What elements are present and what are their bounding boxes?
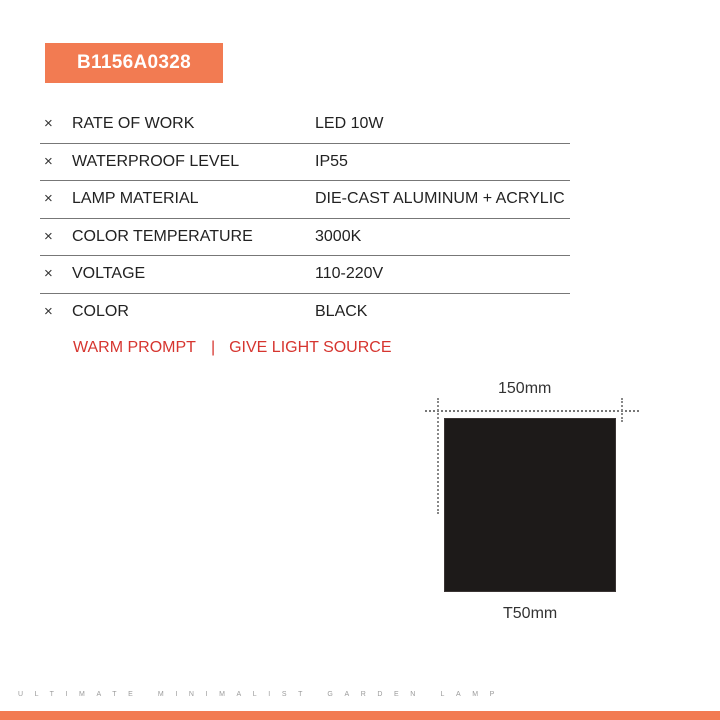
spec-label: COLOR: [72, 303, 129, 321]
thickness-dimension-label: T50mm: [503, 605, 558, 622]
spec-label: VOLTAGE: [72, 265, 146, 283]
spec-row-lamp-material: [40, 181, 570, 219]
spec-row-waterproof-level: [40, 144, 570, 182]
bullet-x-icon: ×: [44, 227, 53, 245]
footer-accent-bar: [0, 711, 720, 720]
right-extension-line: [621, 398, 623, 422]
spec-label: COLOR TEMPERATURE: [72, 227, 253, 245]
spec-value: 110-220V: [315, 265, 384, 283]
width-dimension-line: [425, 410, 639, 412]
bullet-x-icon: ×: [44, 303, 53, 321]
give-light-source-label: GIVE LIGHT SOURCE: [229, 339, 392, 356]
spec-value: DIE-CAST ALUMINUM + ACRYLIC: [315, 190, 565, 208]
spec-label: WATERPROOF LEVEL: [72, 152, 240, 170]
spec-value: IP55: [315, 152, 348, 170]
spec-row-rate-of-work: [40, 106, 570, 144]
lamp-product-image: [444, 418, 616, 592]
spec-row-color-temperature: [40, 219, 570, 257]
warm-prompt-label: WARM PROMPT: [73, 339, 196, 356]
bullet-x-icon: ×: [44, 115, 53, 133]
spec-row-voltage: [40, 256, 570, 294]
spec-value: BLACK: [315, 303, 368, 321]
width-dimension-label: 150mm: [498, 380, 552, 397]
prompt-separator: |: [210, 339, 216, 356]
bullet-x-icon: ×: [44, 265, 53, 283]
spec-label: LAMP MATERIAL: [72, 190, 199, 208]
left-extension-line: [437, 398, 439, 514]
bullet-x-icon: ×: [44, 190, 53, 208]
bullet-x-icon: ×: [44, 152, 53, 170]
spec-value: LED 10W: [315, 115, 384, 133]
footer-tagline: ULTIMATE MINIMALIST GARDEN LAMP: [18, 691, 506, 698]
warm-prompt-note: [73, 339, 392, 357]
model-code-badge: B1156A0328: [45, 43, 223, 83]
spec-row-color: [40, 294, 570, 332]
spec-label: RATE OF WORK: [72, 115, 195, 133]
spec-value: 3000K: [315, 227, 362, 245]
spec-table: [40, 106, 570, 331]
